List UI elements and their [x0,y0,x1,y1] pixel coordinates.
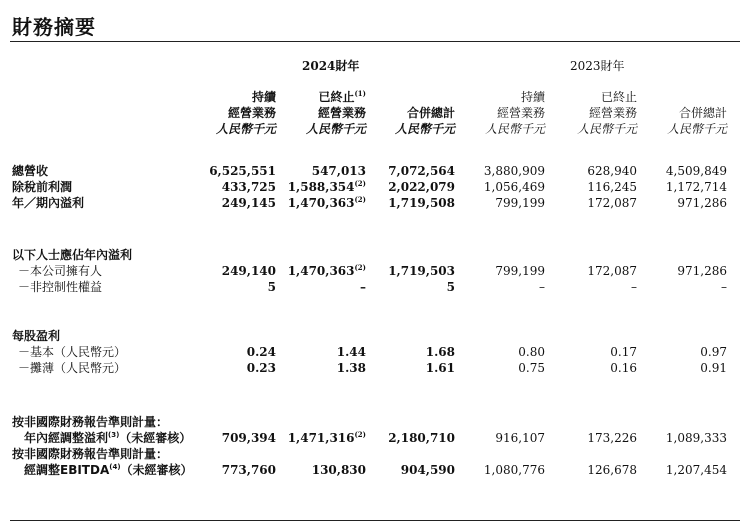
table-cell-value: 0.17 [610,345,637,359]
table-cell-value: 709,394 [221,431,276,445]
table-cell-value: 1.68 [425,345,455,359]
footnote-marker: (1) [354,89,366,98]
table-cell-value: 1,172,714 [665,180,727,194]
column-header-line: 經營業務 [496,106,545,120]
table-cell-value: 0.80 [518,345,545,359]
table-cell-value: 0.91 [700,361,727,375]
year-2023-header: 2023財年 [570,59,625,73]
column-unit-label: 人民幣千元 [215,122,276,136]
table-cell-value: 0.97 [700,345,727,359]
table-cell-value: 1,056,469 [483,180,545,194]
table-cell-value: 172,087 [587,196,637,210]
table-cell-value: – [721,280,727,294]
footnote-marker: (2) [354,195,366,204]
table-cell-value: 173,226 [587,431,637,445]
table-cell-value: 1,089,333 [665,431,727,445]
table-cell-value: 1,719,508 [388,196,455,210]
column-unit-label: 人民幣千元 [394,122,455,136]
table-cell-value: 628,940 [587,164,637,178]
table-bottom-rule [10,520,740,521]
column-header-line: 持續 [251,90,276,104]
footnote-marker: (3) [108,431,120,439]
column-header-line: 經營業務 [317,106,366,120]
column-header-line: 合併總計 [406,106,455,120]
table-cell-value: 126,678 [587,463,637,477]
table-cell-value: 172,087 [587,264,637,278]
table-cell-value: 0.16 [610,361,637,375]
table-cell-value: 1,470,363$^{(2)}$ [287,195,366,210]
table-cell-value: 1,471,316$^{(2)}$ [287,430,366,445]
table-cell-value: 4,509,849 [665,164,727,178]
table-cell-value: 916,107 [495,431,545,445]
column-unit-label: 人民幣千元 [576,122,637,136]
column-header-line: 已終止 [600,90,637,104]
year-2024-header: 2024財年 [302,59,360,73]
table-cell-value: 547,013 [311,164,366,178]
row-label: 年／期內溢利 [12,196,85,210]
table-cell-value: 1.61 [425,361,455,375]
footnote-marker: (2) [354,430,366,439]
table-cell-value: 971,286 [677,264,727,278]
column-unit-label: 人民幣千元 [305,122,366,136]
table-cell-value: 433,725 [221,180,276,194]
table-cell-value: 0.24 [246,345,276,359]
table-cell-value: 2,180,710 [388,431,455,445]
table-cell-value: 904,590 [400,463,455,477]
row-label: 年內經調整溢利$^{(3)}$（未經審核） [24,431,192,445]
row-label: 總營收 [12,164,49,178]
table-cell-value: 5 [267,280,276,294]
footnote-marker: (4) [109,463,121,471]
table-cell-value: 0.23 [246,361,276,375]
row-label: －本公司擁有人 [18,264,103,278]
column-header-line: 持續 [520,90,545,104]
column-unit-label: 人民幣千元 [666,122,727,136]
table-cell-value: 773,760 [221,463,276,477]
column-header-line: 已終止$^{(1)}$ [318,89,366,104]
section-heading: 按非國際財務報告準則計量： [12,447,169,461]
section-heading: 以下人士應佔年內溢利 [12,248,133,262]
page-title: 財務摘要 [12,15,96,39]
column-unit-label: 人民幣千元 [484,122,545,136]
table-cell-value: – [539,280,545,294]
footnote-marker: (2) [354,179,366,188]
row-label: －非控制性權益 [18,280,103,294]
table-cell-value: 3,880,909 [483,164,545,178]
row-label: －攤薄（人民幣元） [18,361,127,375]
table-cell-value: 1,080,776 [483,463,545,477]
table-cell-value: 799,199 [495,264,545,278]
table-cell-value: 5 [446,280,455,294]
column-header-line: 經營業務 [588,106,637,120]
table-cell-value: 249,145 [221,196,276,210]
table-cell-value: 1.44 [336,345,366,359]
footnote-marker: (2) [354,263,366,272]
table-cell-value: – [631,280,637,294]
table-cell-value: 130,830 [311,463,366,477]
row-label: 除稅前利潤 [12,180,73,194]
table-cell-value: 249,140 [221,264,276,278]
table-cell-value: 1,470,363$^{(2)}$ [287,263,366,278]
table-cell-value: 1.38 [336,361,366,375]
table-cell-value: 0.75 [518,361,545,375]
table-cell-value: 2,022,079 [388,180,455,194]
table-cell-value: 116,245 [587,180,637,194]
section-heading: 每股盈利 [12,329,61,343]
section-heading: 按非國際財務報告準則計量： [12,415,169,429]
table-cell-value: 7,072,564 [388,164,455,178]
column-header-line: 經營業務 [227,106,276,120]
row-label: 經調整EBITDA$^{(4)}$（未經審核） [24,463,193,477]
table-cell-value: 1,588,354$^{(2)}$ [287,179,366,194]
table-cell-value: 6,525,551 [209,164,276,178]
table-cell-value: 1,719,503 [388,264,455,278]
table-cell-value: – [360,280,366,294]
table-cell-value: 1,207,454 [665,463,727,477]
title-rule [10,41,740,42]
table-cell-value: 971,286 [677,196,727,210]
row-label: －基本（人民幣元） [18,345,127,359]
table-cell-value: 799,199 [495,196,545,210]
column-header-line: 合併總計 [678,106,727,120]
